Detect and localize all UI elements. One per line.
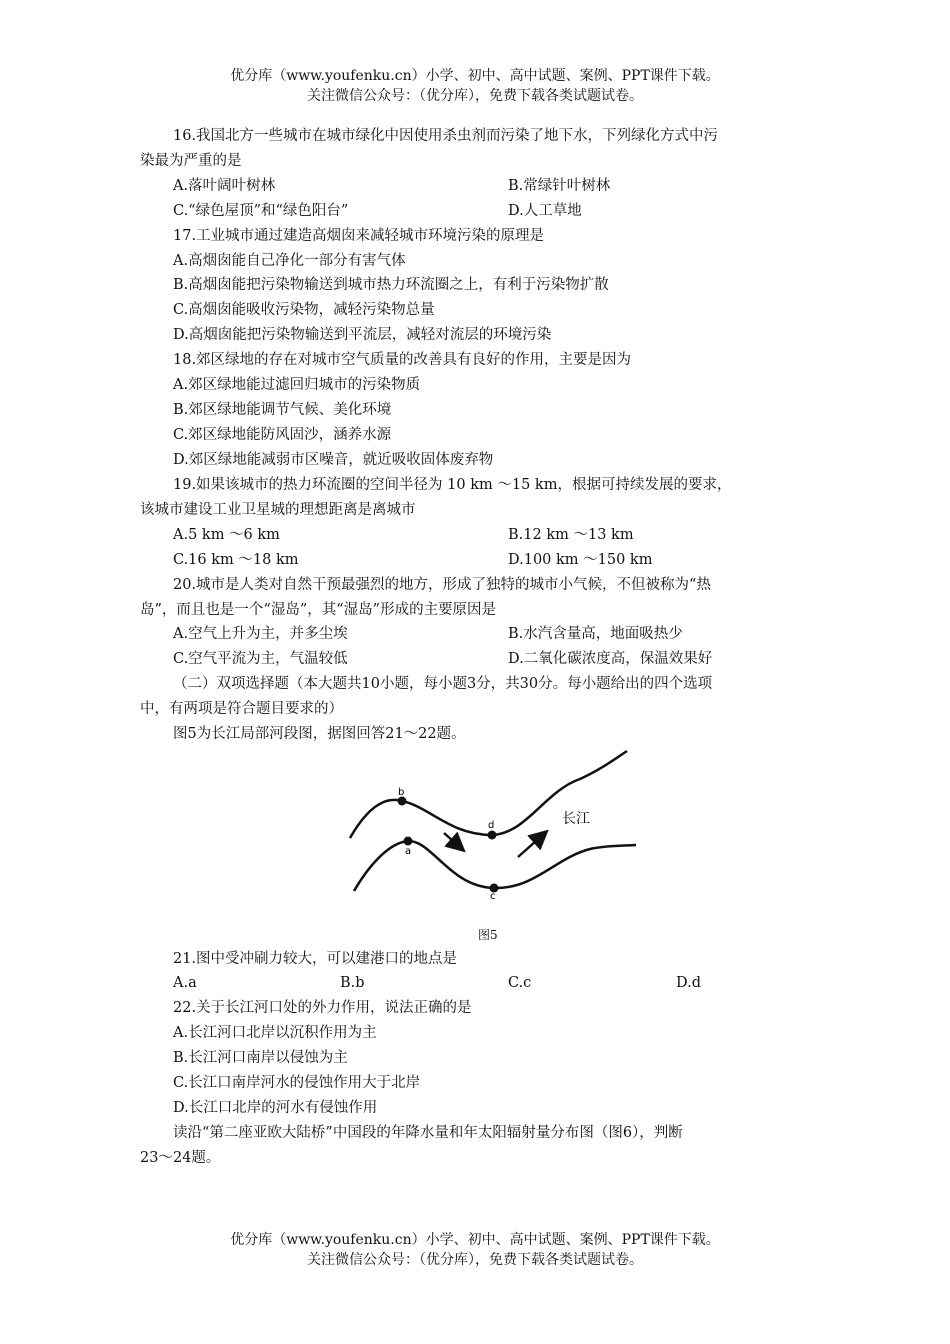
q19-stem-line2: 该城市建设工业卫星城的理想距离是离城市 [140,502,416,518]
q19-option-b: B.12 km ～13 km [508,527,634,543]
flow-arrow-left [444,833,462,849]
point-a-label: a [405,846,412,857]
q16-option-a: A.落叶阔叶树林 [173,178,276,194]
q23-intro-line1: 读沿“第二座亚欧大陆桥”中国段的年降水量和年太阳辐射量分布图（图6），判断 [173,1125,683,1141]
q17-option-a: A.高烟囱能自己净化一部分有害气体 [173,253,406,269]
q17-stem: 17.工业城市通过建造高烟囱来减轻城市环境污染的原理是 [173,228,545,244]
point-c-label: c [490,891,496,902]
q22-option-b: B.长江河口南岸以侵蚀为主 [173,1050,348,1066]
q17-option-c: C.高烟囱能吸收污染物，减轻污染物总量 [173,302,435,318]
point-a-dot [404,837,413,846]
q19-stem-line1: 19.如果该城市的热力环流圈的空间半径为 10 km ～15 km，根据可持续发展的要求， [173,477,732,493]
q22-stem: 22.关于长江河口处的外力作用，说法正确的是 [173,1000,472,1016]
q20-option-d: D.二氧化碳浓度高，保温效果好 [508,651,713,667]
q16-option-b: B.常绿针叶树林 [508,178,611,194]
river-name-label: 长江 [562,811,590,827]
q19-option-d: D.100 km ～150 km [508,552,653,568]
q22-option-a: A.长江河口北岸以沉积作用为主 [173,1025,377,1041]
q21-option-b: B.b [340,975,365,991]
section2-line2: 中，有两项是符合题目要求的） [140,701,343,717]
q23-intro-line2: 23～24题。 [140,1150,221,1166]
q20-option-a: A.空气上升为主，并多尘埃 [173,626,348,642]
river-south-bank [354,841,636,891]
q16-stem-line2: 染最为严重的是 [140,153,242,169]
q21-stem: 21.图中受冲刷力较大，可以建港口的地点是 [173,951,458,967]
figure5-caption: 图5 [478,928,498,942]
q18-option-a: A.郊区绿地能过滤回归城市的污染物质 [173,377,421,393]
q22-option-c: C.长江口南岸河水的侵蚀作用大于北岸 [173,1075,421,1091]
q21-option-d: D.d [676,975,701,991]
q16-option-c: C.“绿色屋顶”和“绿色阳台” [173,203,349,219]
q18-option-b: B.郊区绿地能调节气候、美化环境 [173,402,392,418]
q18-stem: 18.郊区绿地的存在对城市空气质量的改善具有良好的作用，主要是因为 [173,352,632,368]
q20-stem-line1: 20.城市是人类对自然干预最强烈的地方，形成了独特的城市小气候，不但被称为“热 [173,577,711,593]
q17-option-b: B.高烟囱能把污染物输送到城市热力环流圈之上，有利于污染物扩散 [173,277,609,293]
q20-option-b: B.水汽含量高，地面吸热少 [508,626,683,642]
q20-stem-line2: 岛”，而且也是一个“湿岛”，其“湿岛”形成的主要原因是 [140,602,497,618]
page-header-line2: 关注微信公众号：（优分库），免费下载各类试题试卷。 [307,88,643,104]
page-header-line1: 优分库（www.youfenku.cn）小学、初中、高中试题、案例、PPT课件下载。 [230,68,720,84]
q22-option-d: D.长江口北岸的河水有侵蚀作用 [173,1100,378,1116]
q21-option-a: A.a [173,975,197,991]
section2-line1: （二）双项选择题（本大题共10小题，每小题3分，共30分。每小题给出的四个选项 [173,676,713,692]
q16-option-d: D.人工草地 [508,203,582,219]
q17-option-d: D.高烟囱能把污染物输送到平流层，减轻对流层的环境污染 [173,327,552,343]
q18-option-c: C.郊区绿地能防风固沙，涵养水源 [173,427,392,443]
q16-stem-line1: 16.我国北方一些城市在城市绿化中因使用杀虫剂而污染了地下水，下列绿化方式中污 [173,128,719,144]
point-d-dot [488,831,497,840]
q19-option-c: C.16 km ～18 km [173,552,299,568]
q21-option-c: C.c [508,975,532,991]
figure5-river-diagram [340,745,640,902]
q20-option-c: C.空气平流为主，气温较低 [173,651,348,667]
q19-option-a: A.5 km ～6 km [173,527,280,543]
flow-arrow-right [518,833,545,857]
q18-option-d: D.郊区绿地能减弱市区噪音，就近吸收固体废弃物 [173,452,494,468]
point-d-label: d [488,820,495,831]
page-footer-line1: 优分库（www.youfenku.cn）小学、初中、高中试题、案例、PPT课件下载。 [230,1232,720,1248]
point-b-label: b [398,787,405,798]
figure5-intro: 图5为长江局部河段图，据图回答21～22题。 [173,726,466,742]
page-footer-line2: 关注微信公众号：（优分库），免费下载各类试题试卷。 [307,1252,643,1268]
